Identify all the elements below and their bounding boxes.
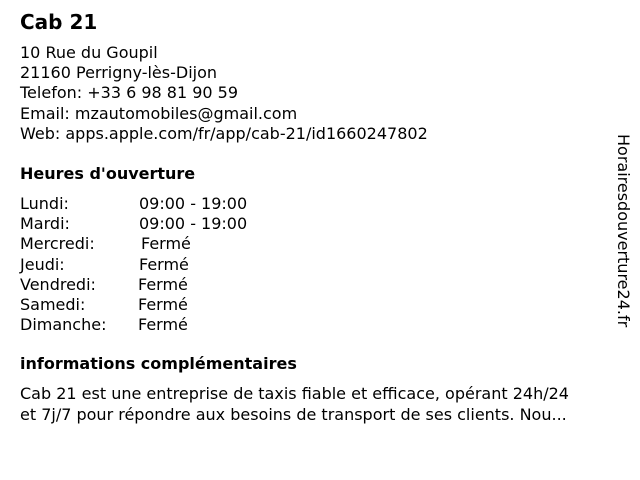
- hours-row-saturday: [20, 295, 280, 315]
- additional-info-heading: informations complémentaires: [20, 354, 297, 373]
- website-link[interactable]: Web: apps.apple.com/fr/app/cab-21/id1660247802: [20, 123, 428, 143]
- business-description: [20, 383, 620, 425]
- hours-row-thursday: [20, 255, 280, 275]
- opening-hours-heading: Heures d'ouverture: [20, 164, 196, 183]
- contact-block: [20, 43, 428, 144]
- address-street: 10 Rue du Goupil: [20, 43, 158, 62]
- hours-row-wednesday: [20, 234, 280, 254]
- hours-value: Fermé: [138, 274, 188, 294]
- day-label: Lundi:: [20, 194, 69, 213]
- hours-row-sunday: [20, 315, 280, 335]
- description-line-2: et 7j/7 pour répondre aux besoins de transport de ses clients. Nou...: [20, 405, 567, 424]
- hours-row-monday: [20, 194, 280, 214]
- day-label: Mardi:: [20, 214, 70, 234]
- hours-value: Fermé: [138, 294, 188, 314]
- hours-row-tuesday: [20, 214, 280, 234]
- opening-hours-table: [20, 194, 280, 335]
- hours-value: 09:00 - 19:00: [139, 214, 248, 234]
- business-name: Cab 21: [20, 10, 98, 34]
- description-line-1: Cab 21 est une entreprise de taxis fiable et efficace, opérant 24h/24: [20, 384, 569, 403]
- day-label: Dimanche:: [20, 315, 107, 335]
- hours-value: 09:00 - 19:00: [139, 194, 248, 213]
- day-label: Samedi:: [20, 294, 86, 314]
- hours-value: Fermé: [141, 234, 191, 254]
- hours-row-friday: [20, 275, 280, 295]
- day-label: Mercredi:: [20, 234, 95, 254]
- hours-value: Fermé: [139, 254, 189, 274]
- address-city: 21160 Perrigny-lès-Dijon: [20, 63, 218, 83]
- email-address[interactable]: Email: mzautomobiles@gmail.com: [20, 103, 298, 123]
- day-label: Vendredi:: [20, 274, 96, 294]
- phone-number[interactable]: Telefon: +33 6 98 81 90 59: [20, 83, 239, 103]
- site-watermark: Horairesdouverture24.fr: [614, 134, 633, 328]
- day-label: Jeudi:: [20, 254, 65, 274]
- hours-value: Fermé: [138, 315, 188, 335]
